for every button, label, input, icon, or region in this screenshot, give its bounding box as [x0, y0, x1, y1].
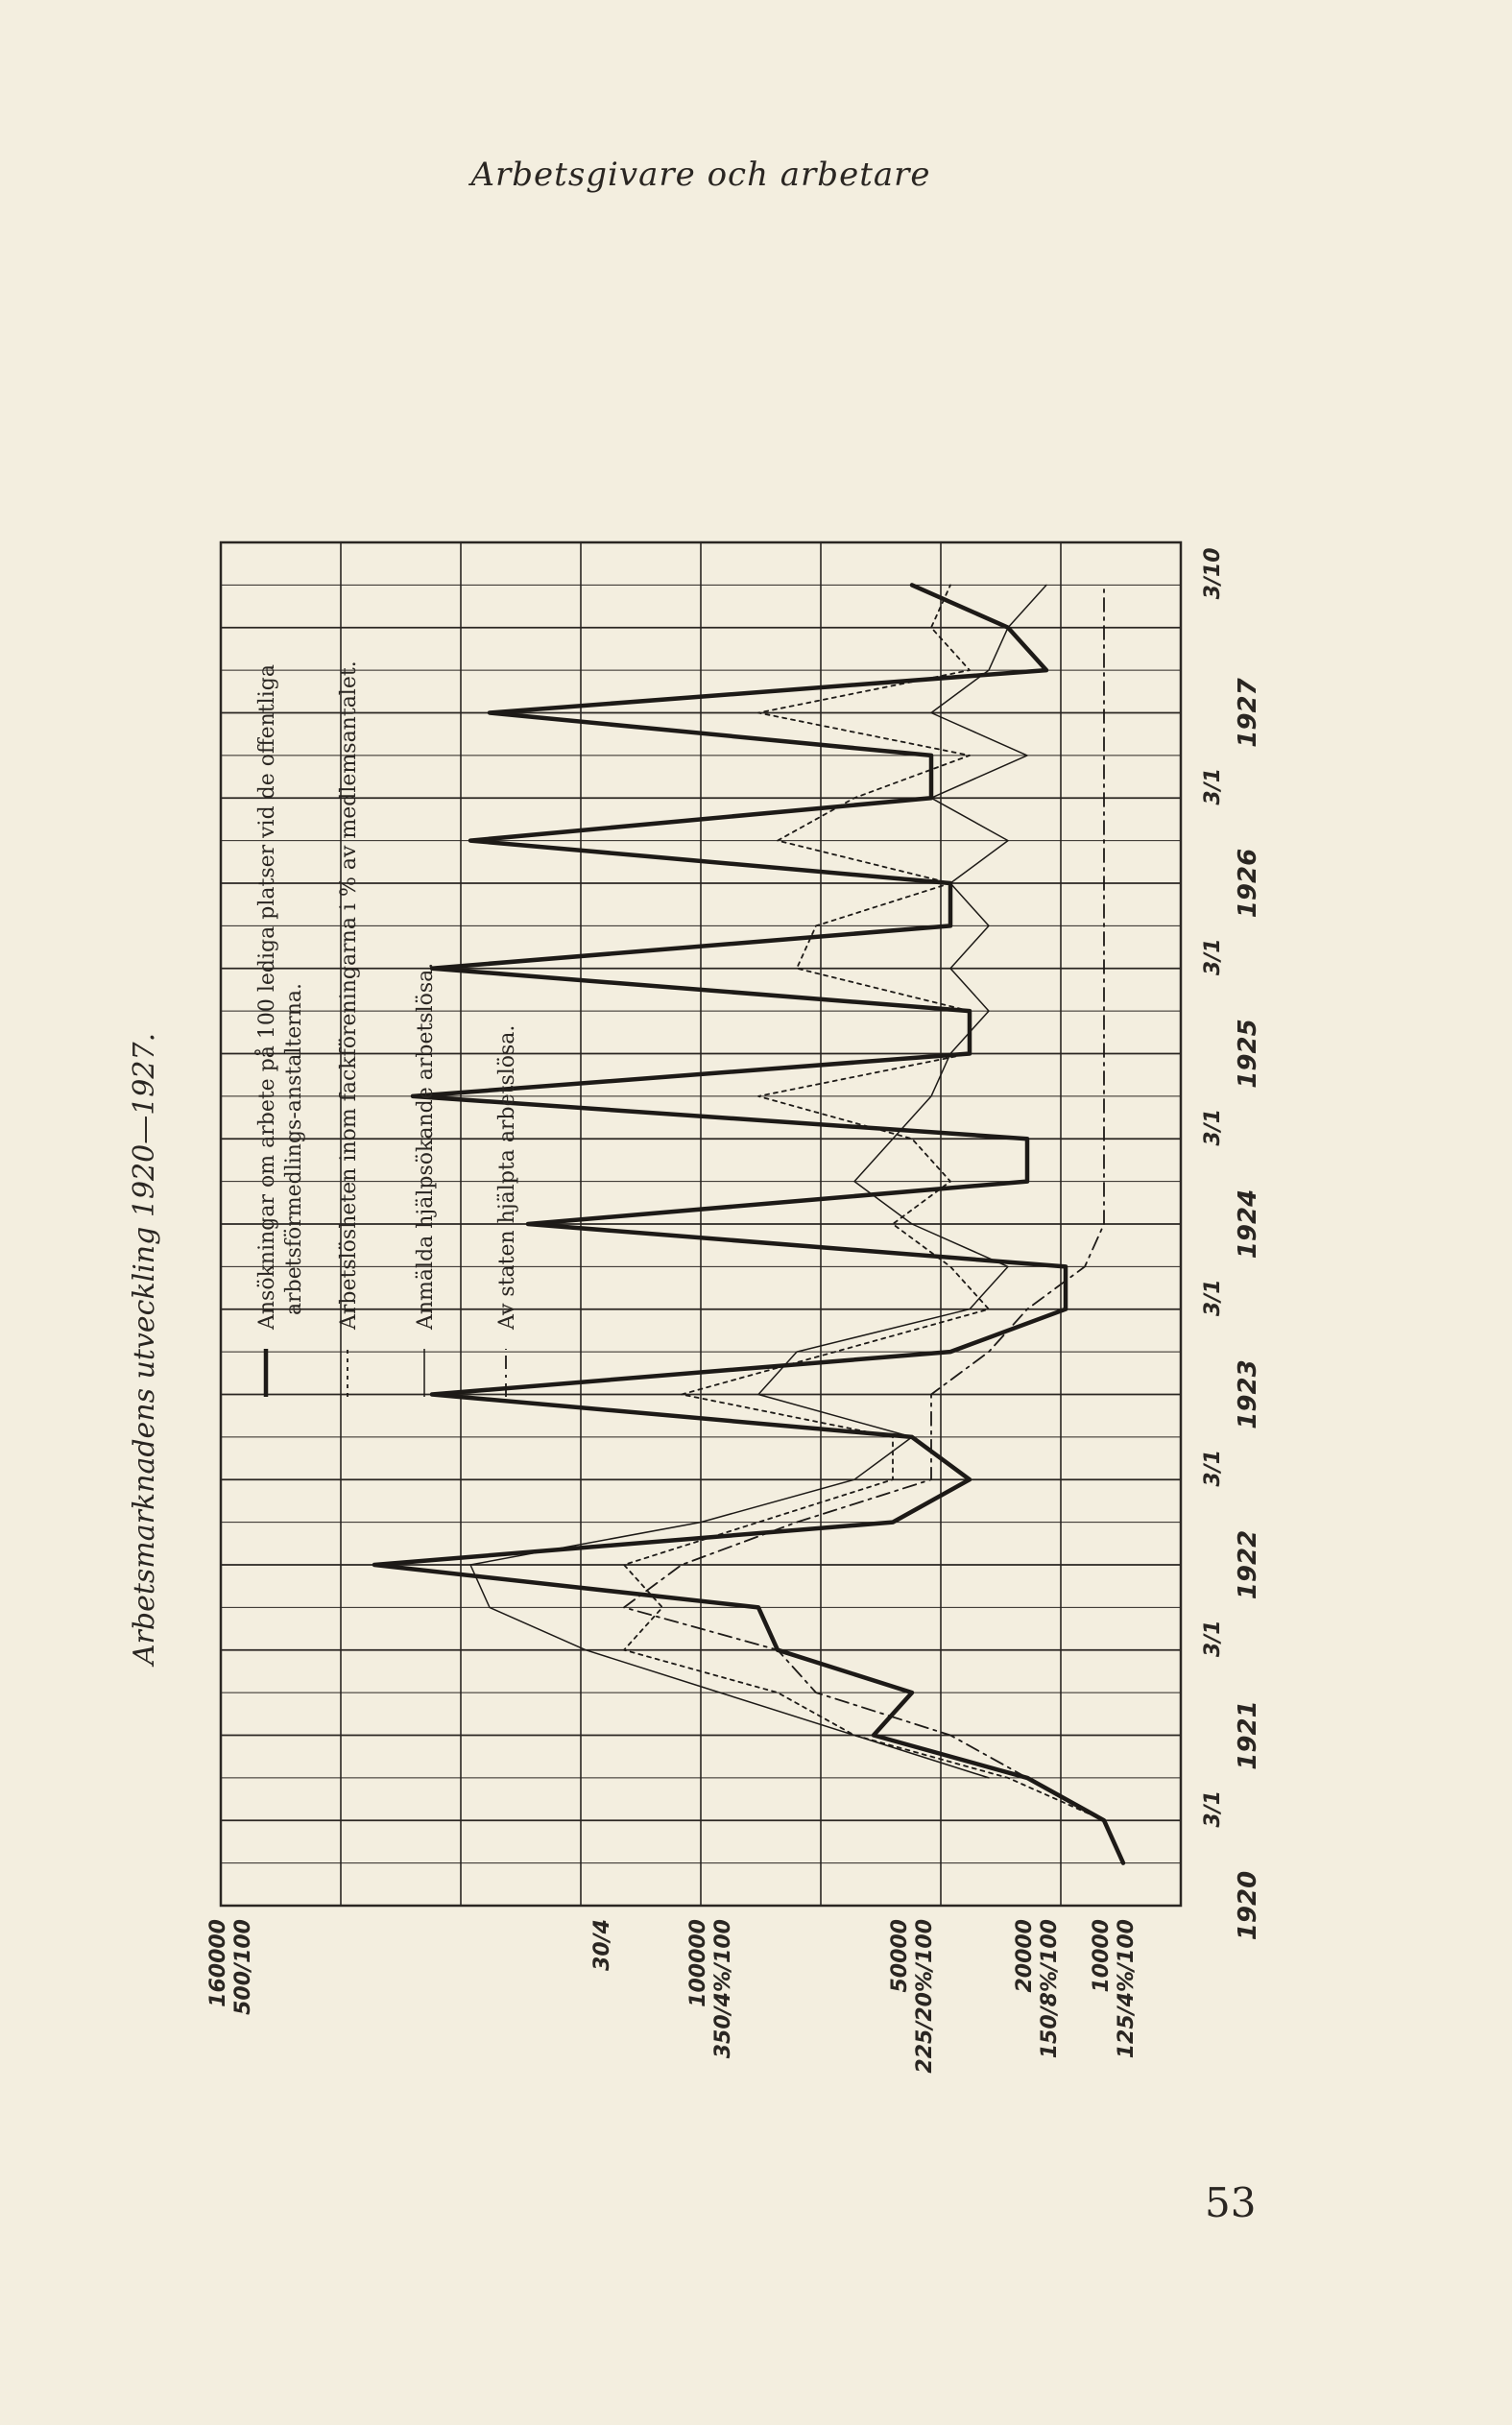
- legend-label-line: Ansökningar om arbete på 100 lediga platser vid de offentliga: [255, 664, 279, 1330]
- x-tick-label: 3/10: [1201, 547, 1225, 600]
- x-tick-label: 1927: [1234, 678, 1262, 748]
- page-number: 53: [1205, 2179, 1257, 2226]
- y-tick-label: 100000: [686, 1919, 710, 2007]
- chart-legend: [253, 660, 519, 1397]
- legend-label-4: Av staten hjälpta arbetslösa.: [495, 1024, 519, 1330]
- x-tick-label: 3/1: [1201, 938, 1225, 976]
- y-tick-label: 150/8%/100: [1038, 1919, 1062, 2059]
- y-tick-label: 500/100: [231, 1919, 255, 2015]
- x-tick-label: 3/1: [1201, 1108, 1225, 1146]
- y-tick-label: 20000: [1013, 1919, 1037, 1993]
- x-tick-label: 3/1: [1201, 1789, 1225, 1828]
- x-tick-label: 3/1: [1201, 1620, 1225, 1658]
- x-tick-label: 1925: [1234, 1019, 1262, 1089]
- x-tick-label: 1920: [1234, 1870, 1262, 1941]
- x-tick-label: 1926: [1234, 848, 1262, 919]
- series-line-2: [624, 585, 1104, 1820]
- x-tick-label: 1924: [1234, 1188, 1262, 1260]
- y-tick-label: 225/20%/100: [913, 1919, 937, 2074]
- running-title: Arbetsgivare och arbetare: [470, 156, 931, 194]
- chart-title: Arbetsmarknadens utveckling 1920—1927.: [128, 1032, 161, 1666]
- y-tick-label: 160000: [206, 1919, 230, 2007]
- legend-label-2: Arbetslösheten inom fackföreningarna i % av medlemsantalet.: [337, 660, 361, 1330]
- y-tick-label: 50000: [888, 1919, 912, 1993]
- legend-label-1: [253, 664, 306, 1331]
- x-tick-label: 3/1: [1201, 767, 1225, 805]
- x-tick-label: 3/1: [1201, 1449, 1225, 1487]
- x-tick-label: 3/1: [1201, 1279, 1225, 1317]
- y-tick-label: 10000: [1090, 1919, 1114, 1993]
- y-tick-label: 125/4%/100: [1115, 1919, 1139, 2059]
- legend-label-3: Anmälda hjälpsökande arbetslösa.: [414, 962, 438, 1330]
- legend-label-line: arbetsförmedlings-anstalterna.: [282, 982, 306, 1315]
- y-tick-label: 350/4%/100: [711, 1919, 735, 2059]
- chart-rotated-group: [128, 542, 1262, 2074]
- x-tick-label: 1921: [1234, 1700, 1262, 1770]
- x-tick-label: 1922: [1234, 1529, 1262, 1600]
- chart-grid: [221, 542, 1181, 1906]
- x-tick-label: 1923: [1234, 1359, 1262, 1429]
- y-tick-label: 30/4: [590, 1919, 614, 1971]
